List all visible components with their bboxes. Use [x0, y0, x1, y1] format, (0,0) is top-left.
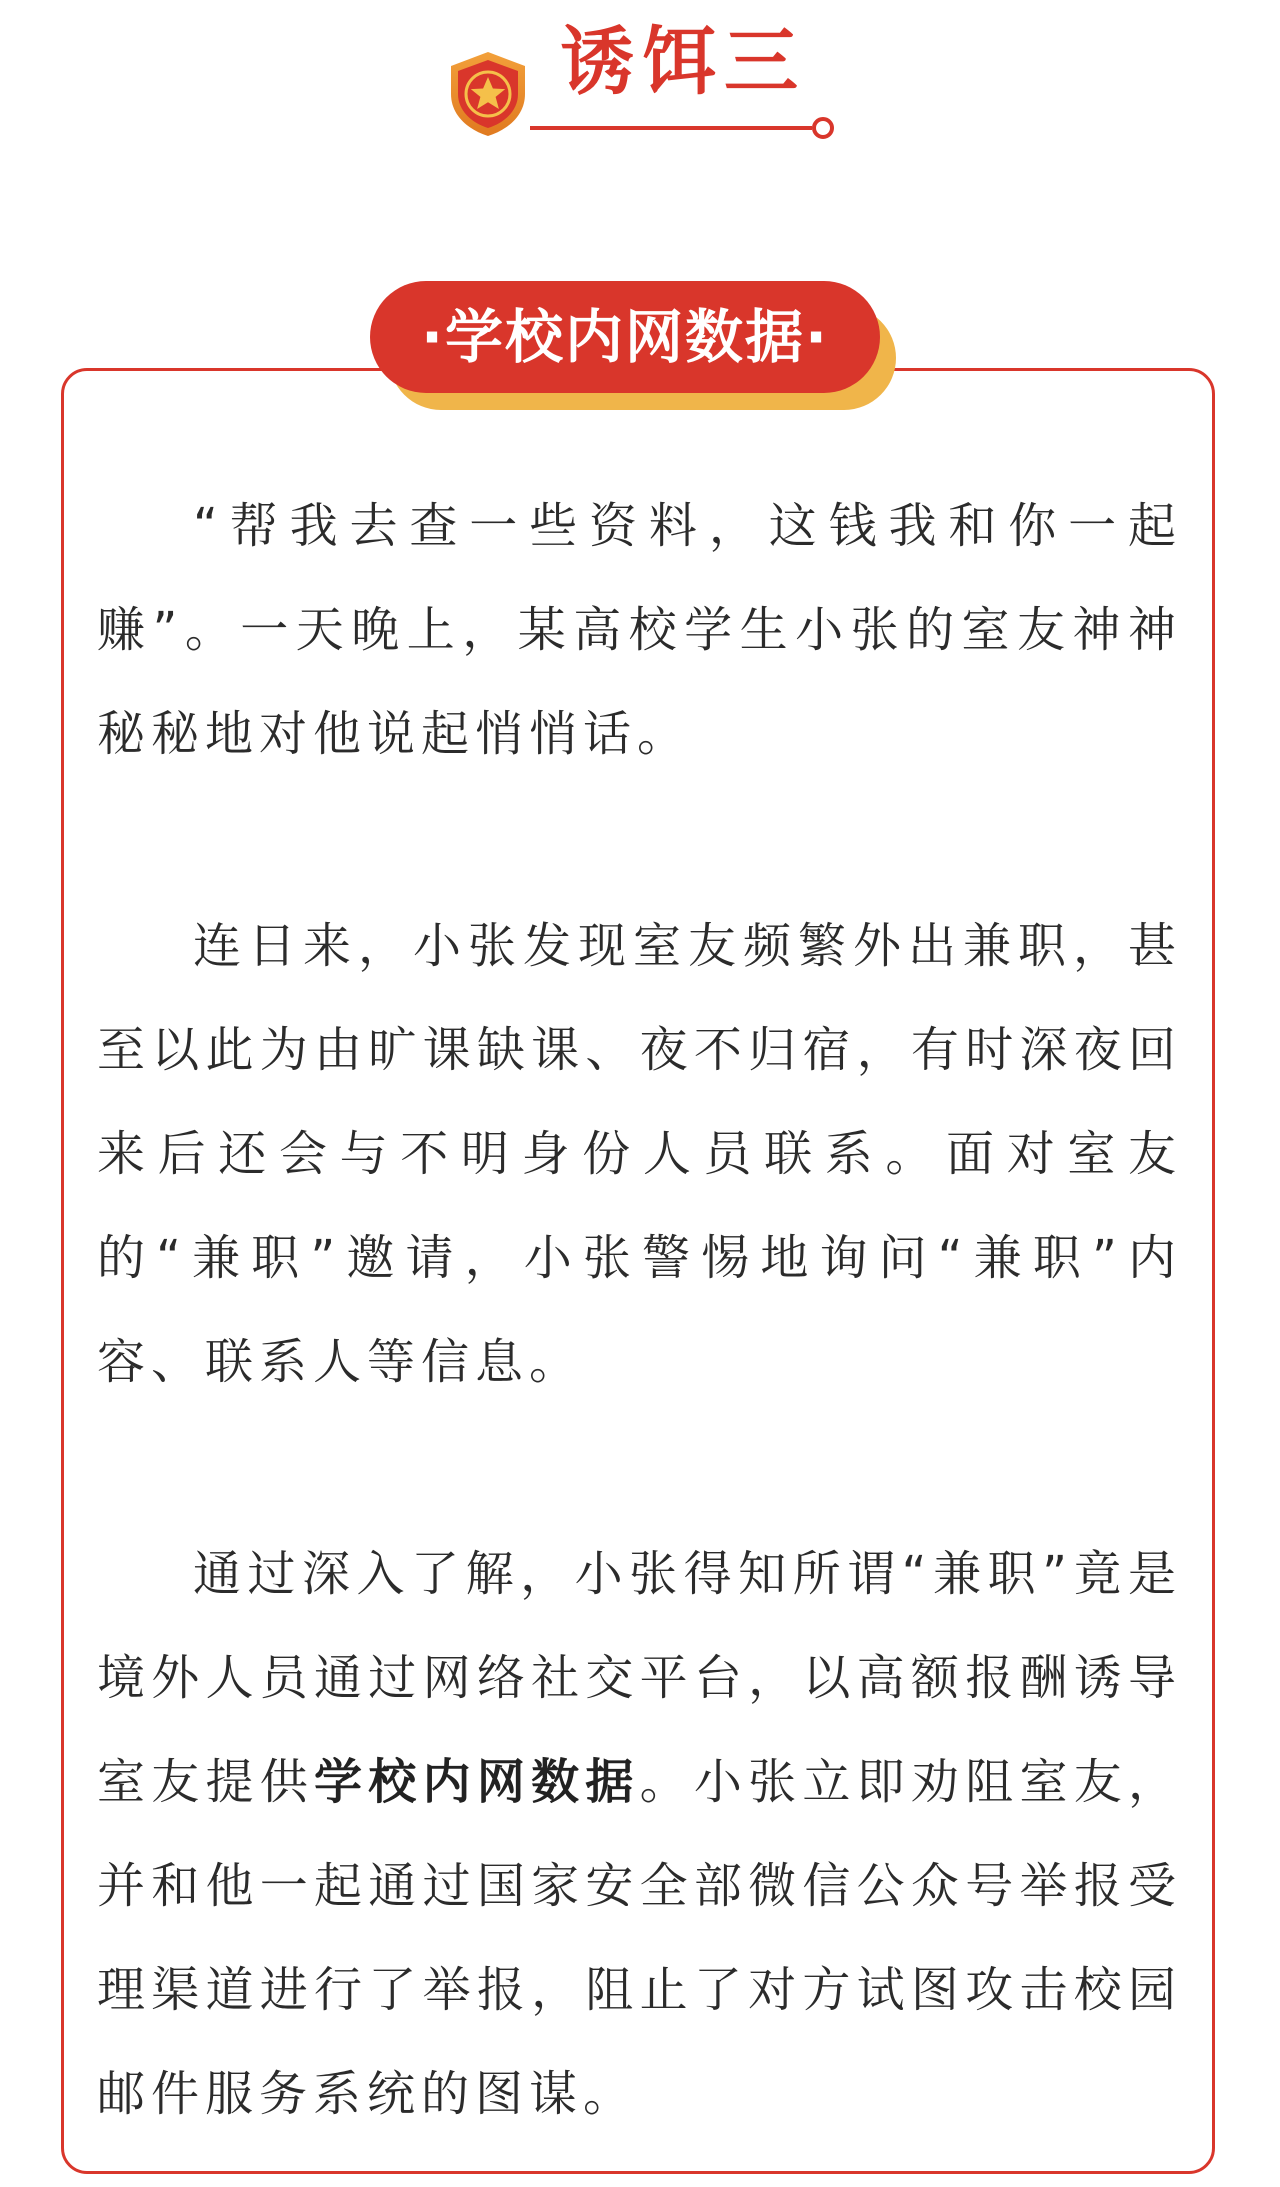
- highlight-keyword: 学校内网数据: [314, 1754, 640, 1810]
- paragraph-2: 连日来，小张发现室友频繁外出兼职，甚至以此为由旷课缺课、夜不归宿，有时深夜回来后还会与不明身份人员联系。面对室友的“兼职”邀请，小张警惕地询问“兼职”内容、联系人等信息。: [97, 918, 1182, 1390]
- page-title: 诱饵三: [560, 19, 806, 105]
- paragraph-3-text-after: 。小张立即劝阻室友，并和他一起通过国家安全部微信公众号举报受理渠道进行了举报，阻止了对方试图攻击校园邮件服务系统的图谋。: [97, 1754, 1182, 2122]
- paragraph-3-text-before: 通过深入了解，小张得知所谓“兼职”竟是境外人员通过网络社交平台，以高额报酬诱导室友提供: [97, 1546, 1182, 1810]
- article-body: [97, 474, 1182, 2146]
- paragraph-3: [97, 1522, 1182, 2146]
- title-underline: [530, 126, 812, 130]
- title-underline-ring: [812, 117, 834, 139]
- section-pill-label: ·学校内网数据·: [370, 281, 880, 393]
- star-shield-icon: [447, 50, 529, 138]
- paragraph-1: “帮我去查一些资料，这钱我和你一起赚”。一天晚上，某高校学生小张的室友神神秘秘地对他说起悄悄话。: [97, 498, 1182, 762]
